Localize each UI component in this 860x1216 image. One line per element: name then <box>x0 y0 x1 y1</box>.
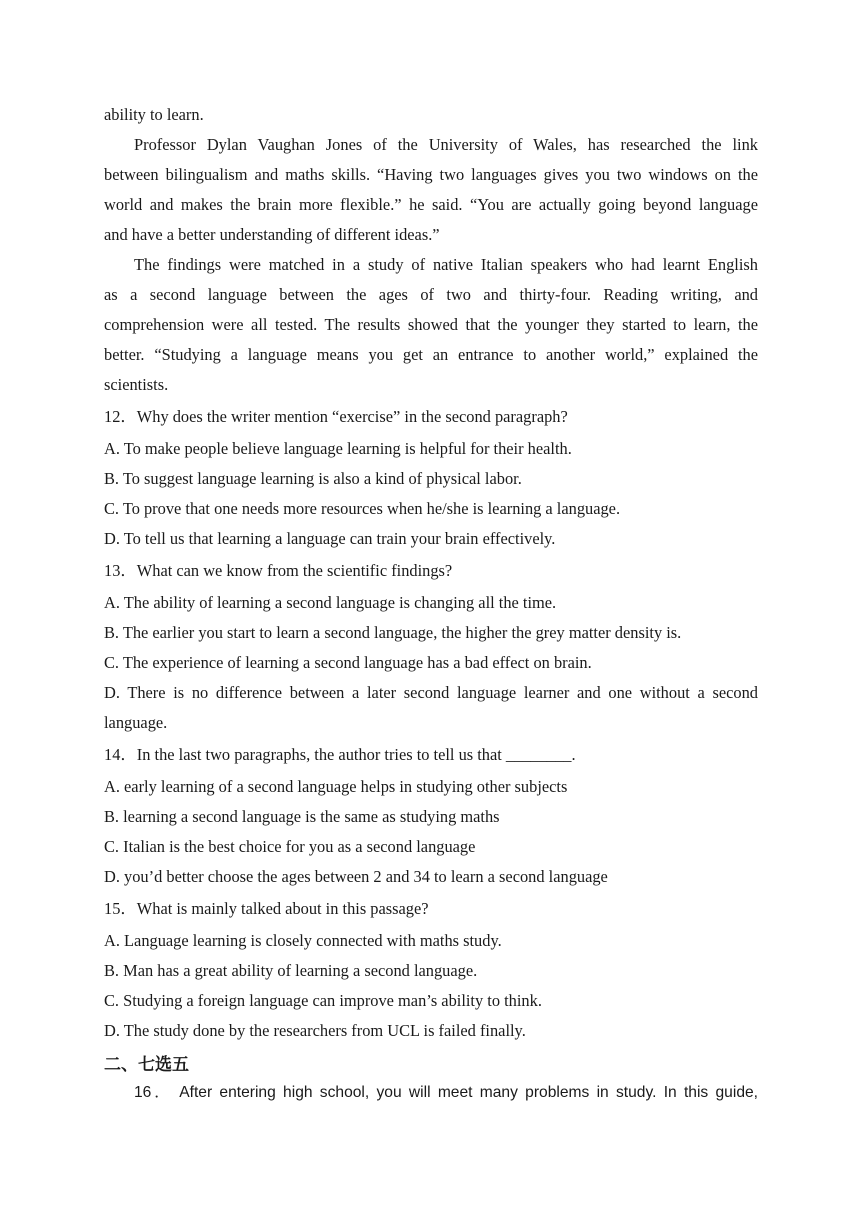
option-d: D. There is no difference between a later second language learner and one without a second <box>104 683 758 702</box>
question-13 <box>104 556 758 738</box>
option-d: D. The study done by the researchers from UCL is failed finally. <box>104 1021 526 1040</box>
option-b: B. learning a second language is the same as studying maths <box>104 807 500 826</box>
passage-line: The findings were matched in a study of native Italian speakers who had learnt English <box>134 255 758 274</box>
passage-line: as a second language between the ages of two and thirty-four. Reading writing, and <box>104 285 758 304</box>
passage-line: and have a better understanding of different ideas.” <box>104 225 440 244</box>
option-a: A. early learning of a second language helps in studying other subjects <box>104 777 568 796</box>
section-heading: 二、七选五 <box>104 1055 189 1075</box>
option-b: B. Man has a great ability of learning a second language. <box>104 961 478 980</box>
option-c: C. Italian is the best choice for you as a second language <box>104 837 476 856</box>
passage-line: Professor Dylan Vaughan Jones of the University of Wales, has researched the link <box>134 135 758 154</box>
passage-line: better. “Studying a language means you get an entrance to another world,” explained the <box>104 345 758 364</box>
passage-line: ability to learn. <box>104 105 204 124</box>
question-12 <box>104 402 758 554</box>
question-16-first-line: 16． After entering high school, you will meet many problems in study. In this guide, <box>134 1084 758 1101</box>
option-c: C. Studying a foreign language can improve man’s ability to think. <box>104 991 542 1010</box>
option-c: C. To prove that one needs more resources when he/she is learning a language. <box>104 499 621 518</box>
question-14 <box>104 740 758 892</box>
option-a: A. To make people believe language learning is helpful for their health. <box>104 439 572 458</box>
question-stem: 12．Why does the writer mention “exercise” in the second paragraph? <box>104 407 568 426</box>
option-b: B. To suggest language learning is also a kind of physical labor. <box>104 469 522 488</box>
option-d-continued: language. <box>104 713 168 732</box>
question-stem: 14．In the last two paragraphs, the author tries to tell us that ________. <box>104 745 576 764</box>
passage-paragraph-3 <box>104 250 758 400</box>
option-a: A. Language learning is closely connected with maths study. <box>104 931 502 950</box>
option-a: A. The ability of learning a second language is changing all the time. <box>104 593 557 612</box>
passage-line: between bilingualism and maths skills. “Having two languages gives you two windows on the <box>104 165 758 184</box>
passage-line: world and makes the brain more flexible.” he said. “You are actually going beyond language <box>104 195 758 214</box>
question-stem: 13．What can we know from the scientific findings? <box>104 561 453 580</box>
passage-line: scientists. <box>104 375 169 394</box>
question-15 <box>104 894 758 1046</box>
passage-line: comprehension were all tested. The results showed that the younger they started to learn, the <box>104 315 758 334</box>
option-c: C. The experience of learning a second language has a bad effect on brain. <box>104 653 592 672</box>
option-d: D. To tell us that learning a language can train your brain effectively. <box>104 529 556 548</box>
question-stem: 15．What is mainly talked about in this passage? <box>104 899 429 918</box>
option-b: B. The earlier you start to learn a second language, the higher the grey matter density is. <box>104 623 682 642</box>
passage-paragraph-2 <box>104 130 758 250</box>
option-d: D. you’d better choose the ages between 2 and 34 to learn a second language <box>104 867 608 886</box>
document-page <box>104 100 758 1106</box>
